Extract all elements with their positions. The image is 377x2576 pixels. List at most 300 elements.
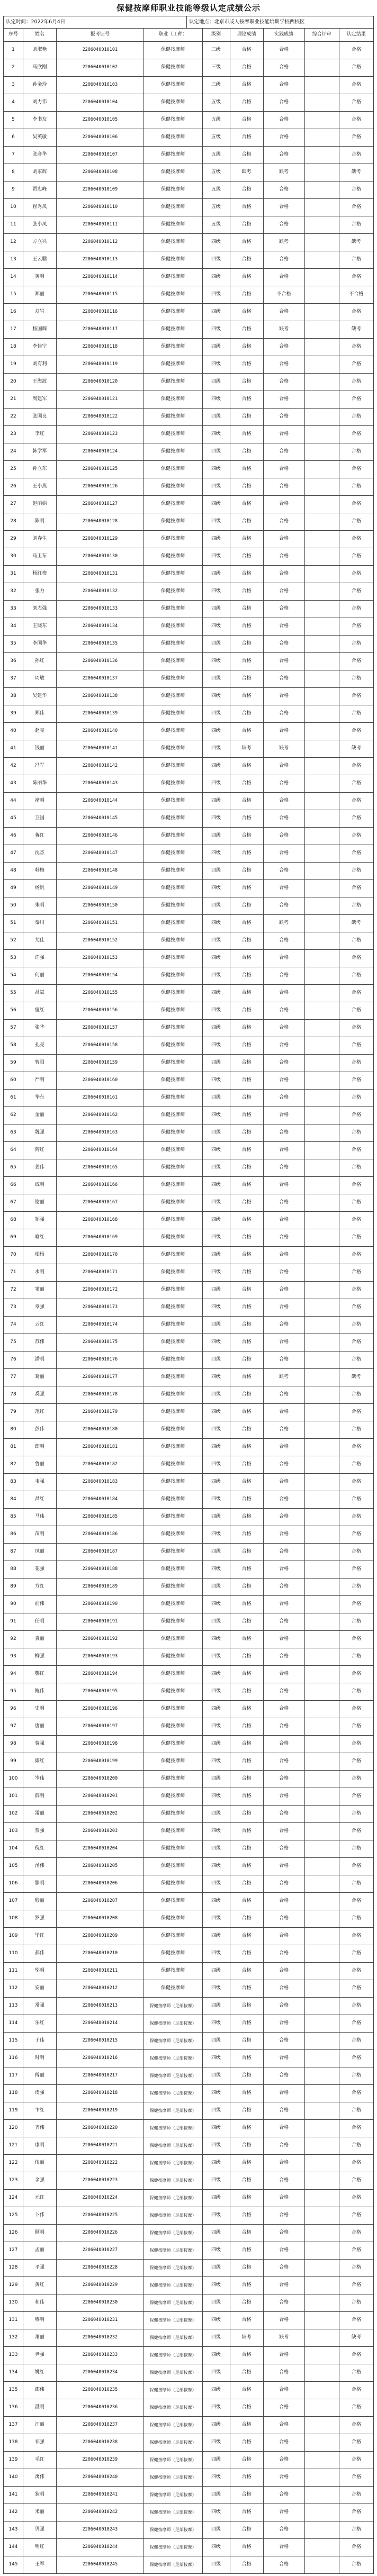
cell-no: 25	[4, 461, 23, 478]
cell-name: 吴建华	[23, 688, 56, 705]
cell-practice: 合格	[263, 548, 304, 566]
cell-no: 58	[4, 1037, 23, 1055]
cell-result: 合格	[339, 705, 373, 723]
table-row	[4, 1072, 374, 1090]
cell-theory: 合格	[230, 636, 263, 653]
cell-job: 保健按摩师	[143, 42, 202, 59]
cell-name: 柳强	[23, 1648, 56, 1666]
cell-practice: 合格	[263, 2102, 304, 2120]
cell-job: 保健按摩师	[143, 1910, 202, 1928]
cell-review	[304, 147, 339, 164]
cell-no: 132	[4, 2329, 23, 2347]
cell-review	[304, 286, 339, 304]
cell-result: 合格	[339, 1771, 373, 1788]
cell-theory: 缺考	[230, 740, 263, 758]
cell-practice: 合格	[263, 1806, 304, 1823]
cell-job: 保健按摩师	[143, 1474, 202, 1491]
cell-job: 保健按摩师	[143, 1858, 202, 1875]
cell-theory: 合格	[230, 321, 263, 339]
cell-level: 四级	[202, 1124, 230, 1142]
cell-no: 10	[4, 199, 23, 216]
cell-level: 三级	[202, 59, 230, 77]
cell-result: 合格	[339, 1124, 373, 1142]
cell-no: 34	[4, 618, 23, 636]
cell-practice: 合格	[263, 601, 304, 618]
cell-cert: 2206040010145	[56, 810, 143, 828]
cell-job: 保健按摩师（足部按摩）	[143, 2172, 202, 2190]
cell-theory: 合格	[230, 443, 263, 461]
cell-level: 四级	[202, 723, 230, 740]
table-row	[4, 2294, 374, 2312]
cell-level: 四级	[202, 1561, 230, 1579]
cell-level: 五级	[202, 94, 230, 112]
cell-no: 27	[4, 496, 23, 513]
cell-level: 四级	[202, 1579, 230, 1596]
table-row	[4, 1369, 374, 1386]
cell-theory: 缺考	[230, 164, 263, 182]
cell-result: 合格	[339, 443, 373, 461]
cell-theory: 合格	[230, 810, 263, 828]
cell-result: 合格	[339, 1998, 373, 2015]
cell-name: 鲁丽	[23, 1456, 56, 1474]
table-row	[4, 583, 374, 601]
cell-review	[304, 59, 339, 77]
cell-no: 52	[4, 932, 23, 950]
cell-result: 合格	[339, 1596, 373, 1613]
cell-practice: 合格	[263, 59, 304, 77]
cell-review	[304, 443, 339, 461]
cell-practice: 合格	[263, 618, 304, 636]
cell-review	[304, 1544, 339, 1561]
cell-level: 四级	[202, 1753, 230, 1771]
cell-no: 66	[4, 1177, 23, 1194]
cell-job: 保健按摩师	[143, 199, 202, 216]
cell-cert: 2206040010102	[56, 59, 143, 77]
cell-result: 合格	[339, 1823, 373, 1840]
cell-theory: 合格	[230, 1369, 263, 1386]
cell-theory: 合格	[230, 1334, 263, 1352]
cell-result: 合格	[339, 1282, 373, 1299]
cell-name: 郑丽	[23, 286, 56, 304]
cell-result: 合格	[339, 2190, 373, 2207]
cell-result: 合格	[339, 513, 373, 531]
cell-theory: 合格	[230, 2225, 263, 2242]
cell-result: 合格	[339, 478, 373, 496]
cell-no: 96	[4, 1701, 23, 1718]
cell-name: 湛明	[23, 2399, 56, 2417]
cell-no: 126	[4, 2225, 23, 2242]
cell-practice: 合格	[263, 2277, 304, 2294]
cell-cert: 2206040010108	[56, 164, 143, 182]
cell-level: 四级	[202, 2347, 230, 2364]
cell-no: 139	[4, 2452, 23, 2469]
cell-name: 孟丽	[23, 2242, 56, 2260]
cell-no: 114	[4, 2015, 23, 2033]
table-row	[4, 1910, 374, 1928]
cell-theory: 合格	[230, 601, 263, 618]
cell-practice: 合格	[263, 1753, 304, 1771]
cell-practice: 合格	[263, 1264, 304, 1282]
cell-theory: 合格	[230, 1404, 263, 1421]
cell-review	[304, 478, 339, 496]
cell-job: 保健按摩师	[143, 1491, 202, 1509]
cell-job: 保健按摩师	[143, 339, 202, 356]
cell-result: 合格	[339, 2015, 373, 2033]
cell-no: 107	[4, 1893, 23, 1910]
cell-name: 常强	[23, 1998, 56, 2015]
cell-cert: 2206040010155	[56, 985, 143, 1002]
cell-result: 缺考	[339, 234, 373, 251]
cell-review	[304, 2399, 339, 2417]
cell-result: 合格	[339, 863, 373, 880]
cell-result: 合格	[339, 636, 373, 653]
cell-name: 余强	[23, 2172, 56, 2190]
table-row	[4, 1439, 374, 1456]
cell-level: 四级	[202, 2120, 230, 2137]
cell-no: 18	[4, 339, 23, 356]
cell-no: 120	[4, 2120, 23, 2137]
table-row	[4, 496, 374, 513]
cell-practice: 合格	[263, 583, 304, 601]
cell-level: 四级	[202, 2329, 230, 2347]
table-row	[4, 950, 374, 967]
cell-name: 王小燕	[23, 478, 56, 496]
cell-practice: 合格	[263, 793, 304, 810]
cell-practice: 合格	[263, 1683, 304, 1701]
cell-level: 四级	[202, 705, 230, 723]
cell-theory: 合格	[230, 2452, 263, 2469]
cell-theory: 合格	[230, 1317, 263, 1334]
cell-review	[304, 1020, 339, 1037]
cell-level: 四级	[202, 1020, 230, 1037]
cell-cert: 2206040010160	[56, 1072, 143, 1090]
cell-cert: 2206040010240	[56, 2469, 143, 2487]
cell-theory: 合格	[230, 2207, 263, 2225]
cell-name: 韩学军	[23, 443, 56, 461]
cell-job: 保健按摩师	[143, 1753, 202, 1771]
table-row	[4, 182, 374, 199]
cell-result: 合格	[339, 566, 373, 583]
cell-practice: 合格	[263, 216, 304, 234]
cell-result: 合格	[339, 2399, 373, 2417]
cell-practice: 合格	[263, 2190, 304, 2207]
cell-practice: 合格	[263, 1439, 304, 1456]
cell-job: 保健按摩师	[143, 1893, 202, 1910]
cell-job: 保健按摩师	[143, 1194, 202, 1212]
cell-practice: 合格	[263, 496, 304, 513]
table-row	[4, 2242, 374, 2260]
cell-practice: 合格	[263, 2033, 304, 2050]
cell-no: 73	[4, 1299, 23, 1317]
cell-cert: 2206040010244	[56, 2539, 143, 2556]
cell-name: 朱明	[23, 897, 56, 915]
cell-review	[304, 1491, 339, 1509]
cell-practice: 合格	[263, 566, 304, 583]
cell-theory: 合格	[230, 2102, 263, 2120]
cell-theory: 合格	[230, 2277, 263, 2294]
cell-review	[304, 2347, 339, 2364]
cell-review	[304, 77, 339, 94]
cell-name: 何丽	[23, 967, 56, 985]
cell-cert: 2206040010176	[56, 1352, 143, 1369]
cell-review	[304, 1631, 339, 1648]
cell-no: 128	[4, 2260, 23, 2277]
cell-theory: 合格	[230, 1806, 263, 1823]
cell-theory: 合格	[230, 1823, 263, 1840]
cell-result: 合格	[339, 59, 373, 77]
cell-name: 廉红	[23, 1753, 56, 1771]
cell-theory: 合格	[230, 2260, 263, 2277]
cell-practice: 合格	[263, 2260, 304, 2277]
cell-review	[304, 426, 339, 443]
cell-cert: 2206040010225	[56, 2207, 143, 2225]
cell-theory: 合格	[230, 496, 263, 513]
table-row	[4, 1474, 374, 1491]
cell-result: 合格	[339, 845, 373, 863]
cell-theory: 合格	[230, 1142, 263, 1159]
cell-theory: 合格	[230, 2469, 263, 2487]
cell-no: 124	[4, 2190, 23, 2207]
cell-cert: 2206040010197	[56, 1718, 143, 1736]
cell-practice: 合格	[263, 1788, 304, 1806]
cell-no: 86	[4, 1526, 23, 1544]
cell-no: 11	[4, 216, 23, 234]
cell-theory: 合格	[230, 1613, 263, 1631]
cell-level: 四级	[202, 1980, 230, 1998]
cell-review	[304, 2487, 339, 2504]
cell-level: 四级	[202, 1474, 230, 1491]
cell-theory: 合格	[230, 1509, 263, 1526]
cell-result: 合格	[339, 356, 373, 374]
cell-theory: 合格	[230, 1037, 263, 1055]
cell-level: 四级	[202, 1893, 230, 1910]
cell-review	[304, 1369, 339, 1386]
cell-job: 保健按摩师（足部按摩）	[143, 2329, 202, 2347]
cell-review	[304, 723, 339, 740]
cell-level: 四级	[202, 1788, 230, 1806]
table-row	[4, 443, 374, 461]
cell-job: 保健按摩师	[143, 1247, 202, 1264]
cell-theory: 合格	[230, 2294, 263, 2312]
cell-name: 沈杰	[23, 845, 56, 863]
cell-theory: 合格	[230, 2399, 263, 2417]
cell-level: 四级	[202, 618, 230, 636]
cell-result: 合格	[339, 1963, 373, 1980]
cell-result: 合格	[339, 251, 373, 269]
cell-no: 59	[4, 1055, 23, 1072]
cell-no: 40	[4, 723, 23, 740]
cell-result: 合格	[339, 932, 373, 950]
cell-theory: 合格	[230, 531, 263, 548]
cell-job: 保健按摩师	[143, 1299, 202, 1317]
cell-review	[304, 758, 339, 775]
cell-result: 合格	[339, 2067, 373, 2085]
cell-name: 陈丽华	[23, 775, 56, 793]
cell-cert: 2206040010235	[56, 2382, 143, 2399]
cell-cert: 2206040010117	[56, 321, 143, 339]
table-row	[4, 1509, 374, 1526]
cell-name: 蒋红	[23, 828, 56, 845]
cell-level: 四级	[202, 1806, 230, 1823]
cell-cert: 2206040010110	[56, 199, 143, 216]
cell-result: 合格	[339, 2539, 373, 2556]
cell-name: 狄明	[23, 2487, 56, 2504]
cell-review	[304, 1718, 339, 1736]
cell-level: 四级	[202, 1875, 230, 1893]
cell-review	[304, 932, 339, 950]
cell-no: 129	[4, 2277, 23, 2294]
cell-cert: 2206040010245	[56, 2556, 143, 2574]
table-row	[4, 2452, 374, 2469]
cell-no: 144	[4, 2539, 23, 2556]
cell-result: 合格	[339, 2417, 373, 2434]
cell-job: 保健按摩师	[143, 932, 202, 950]
cell-practice: 合格	[263, 2469, 304, 2487]
cell-cert: 2206040010167	[56, 1194, 143, 1212]
cell-cert: 2206040010104	[56, 94, 143, 112]
cell-practice: 合格	[263, 1893, 304, 1910]
cell-name: 郝伟	[23, 1945, 56, 1963]
cell-level: 四级	[202, 2137, 230, 2155]
cell-job: 保健按摩师	[143, 1544, 202, 1561]
cell-cert: 2206040010150	[56, 897, 143, 915]
table-row	[4, 112, 374, 129]
cell-cert: 2206040010222	[56, 2155, 143, 2172]
cell-result: 合格	[339, 1875, 373, 1893]
cell-theory: 合格	[230, 775, 263, 793]
table-row	[4, 2085, 374, 2102]
cell-no: 65	[4, 1159, 23, 1177]
cell-level: 四级	[202, 1264, 230, 1282]
cell-name: 萧丽	[23, 2329, 56, 2347]
cell-no: 110	[4, 1945, 23, 1963]
cell-name: 戚明	[23, 1177, 56, 1194]
cell-name: 张国良	[23, 409, 56, 426]
table-row	[4, 1090, 374, 1107]
cell-review	[304, 2469, 339, 2487]
cell-result: 合格	[339, 1002, 373, 1020]
cell-no: 44	[4, 793, 23, 810]
table-row	[4, 1247, 374, 1264]
cell-level: 五级	[202, 112, 230, 129]
cell-level: 四级	[202, 1963, 230, 1980]
cell-no: 140	[4, 2469, 23, 2487]
cell-cert: 2206040010107	[56, 147, 143, 164]
cell-no: 12	[4, 234, 23, 251]
cell-review	[304, 1229, 339, 1247]
table-row	[4, 723, 374, 740]
cell-theory: 合格	[230, 897, 263, 915]
cell-practice: 合格	[263, 1317, 304, 1334]
cell-practice: 合格	[263, 758, 304, 775]
cell-job: 保健按摩师	[143, 1264, 202, 1282]
cell-job: 保健按摩师	[143, 670, 202, 688]
cell-theory: 合格	[230, 1771, 263, 1788]
cell-practice: 合格	[263, 897, 304, 915]
cell-level: 四级	[202, 356, 230, 374]
cell-level: 四级	[202, 950, 230, 967]
cell-no: 121	[4, 2137, 23, 2155]
cell-cert: 2206040010115	[56, 286, 143, 304]
cell-cert: 2206040010157	[56, 1020, 143, 1037]
cell-result: 合格	[339, 1386, 373, 1404]
cell-practice: 合格	[263, 863, 304, 880]
table-row	[4, 269, 374, 286]
table-row	[4, 863, 374, 880]
cell-review	[304, 1928, 339, 1945]
cell-result: 合格	[339, 269, 373, 286]
cell-name: 李国华	[23, 636, 56, 653]
table-row	[4, 775, 374, 793]
cell-practice: 合格	[263, 1858, 304, 1875]
cell-result: 合格	[339, 129, 373, 147]
table-row	[4, 2504, 374, 2521]
cell-name: 刘家辉	[23, 164, 56, 182]
cell-level: 四级	[202, 1613, 230, 1631]
cell-practice: 合格	[263, 1491, 304, 1509]
cell-cert: 2206040010216	[56, 2050, 143, 2067]
cell-job: 保健按摩师	[143, 601, 202, 618]
cell-theory: 合格	[230, 2085, 263, 2102]
cell-cert: 2206040010141	[56, 740, 143, 758]
cell-name: 卜伟	[23, 2207, 56, 2225]
table-row	[4, 1526, 374, 1544]
cell-practice: 合格	[263, 1613, 304, 1631]
cell-level: 四级	[202, 1771, 230, 1788]
cell-name: 刘淑艳	[23, 42, 56, 59]
cell-name: 苏伟	[23, 1334, 56, 1352]
cell-theory: 合格	[230, 374, 263, 391]
cell-result: 合格	[339, 775, 373, 793]
cell-theory: 合格	[230, 1893, 263, 1910]
cell-job: 保健按摩师（足部按摩）	[143, 2190, 202, 2207]
cell-result: 缺考	[339, 164, 373, 182]
cell-practice: 合格	[263, 810, 304, 828]
cell-name: 陶红	[23, 1142, 56, 1159]
cell-review	[304, 1998, 339, 2015]
col-header-result: 认定结果	[339, 29, 373, 42]
cell-practice: 合格	[263, 967, 304, 985]
cell-no: 57	[4, 1020, 23, 1037]
cell-level: 四级	[202, 1421, 230, 1439]
cell-name: 酆红	[23, 1666, 56, 1683]
cell-cert: 2206040010114	[56, 269, 143, 286]
table-row	[4, 688, 374, 705]
cell-theory: 合格	[230, 2504, 263, 2521]
cell-result: 合格	[339, 1718, 373, 1736]
cell-job: 保健按摩师	[143, 426, 202, 443]
cell-no: 2	[4, 59, 23, 77]
cell-job: 保健按摩师	[143, 269, 202, 286]
cell-no: 87	[4, 1544, 23, 1561]
cell-job: 保健按摩师	[143, 653, 202, 670]
cell-theory: 合格	[230, 985, 263, 1002]
cell-level: 四级	[202, 653, 230, 670]
table-row	[4, 793, 374, 810]
cell-review	[304, 2556, 339, 2574]
cell-job: 保健按摩师	[143, 618, 202, 636]
table-row	[4, 2487, 374, 2504]
cell-theory: 合格	[230, 129, 263, 147]
cell-cert: 2206040010148	[56, 863, 143, 880]
cell-theory: 合格	[230, 2033, 263, 2050]
cell-level: 四级	[202, 2294, 230, 2312]
cell-cert: 2206040010120	[56, 374, 143, 391]
cell-name: 吕斌	[23, 985, 56, 1002]
cell-name: 水明	[23, 1264, 56, 1282]
cell-cert: 2206040010200	[56, 1771, 143, 1788]
cell-cert: 2206040010124	[56, 443, 143, 461]
